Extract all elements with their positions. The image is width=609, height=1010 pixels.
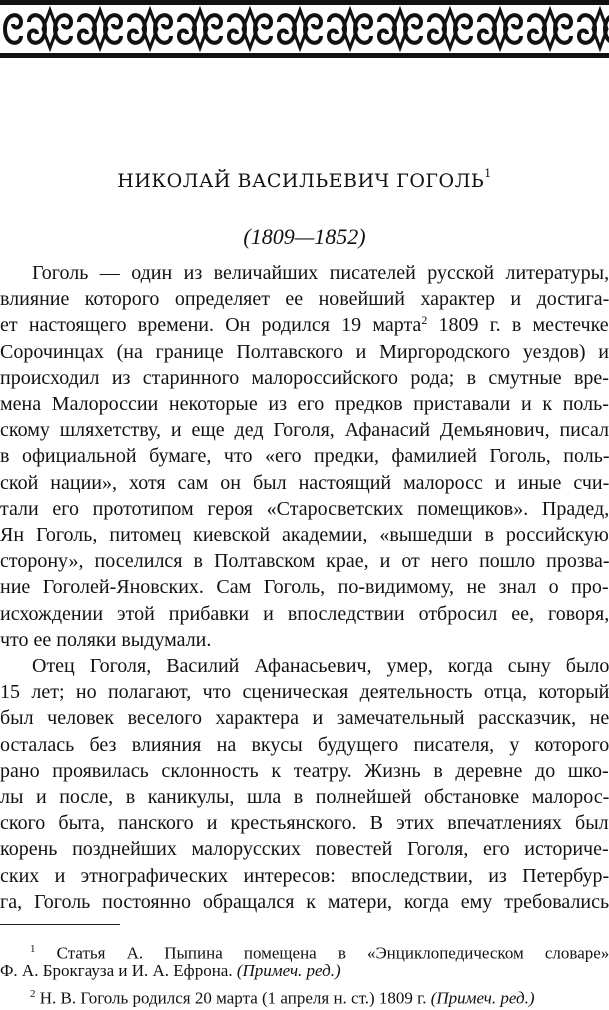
text-line-content: Отец Гоголя, Василий Афанасьевич, умер, когда сыну было [32, 655, 609, 677]
text-line-content: корень позднейших малорусских повестей Гоголя, его историче- [0, 838, 609, 860]
title-footnote-mark: 1 [484, 167, 492, 180]
text-line-content: ских и этнографических интересов: впоследствии, из Петербур- [0, 865, 609, 887]
text-line-content: скому шляхетству, и еще дед Гоголя, Афанасий Демьянович, писал [0, 419, 609, 441]
text-line [0, 863, 609, 889]
text-line [0, 836, 609, 862]
footnote-mark: 2 [30, 988, 36, 1000]
text-line [0, 391, 609, 417]
text-line-content: ской нации», хотя сам он был настоящий малоросс и иные счи- [0, 472, 609, 494]
text-line-content: исхождении этой прибавки и впоследствии отбросил ее, говоря, [0, 603, 609, 625]
text-line [32, 260, 609, 286]
page-title [0, 170, 609, 192]
text-line-content: лы и после, в каникулы, шла в полнейшей обстановке малорос- [0, 786, 609, 808]
text-line-content: происходил из старинного малороссийского рода; в смутные вре- [0, 367, 609, 389]
text-line-content: ет настоящего времени. Он родился 19 марта [0, 314, 421, 336]
text-line [0, 496, 609, 522]
text-line-content: рано проявилась склонность к театру. Жизнь в деревне до шко- [0, 760, 609, 782]
text-line [0, 286, 609, 312]
text-line [0, 784, 609, 810]
footnote-mark: 1 [30, 943, 36, 955]
footnote-line [30, 938, 609, 960]
text-line-content: мена Малороссии некоторые из его предков приставали и к поль- [0, 393, 609, 415]
title-text: НИКОЛАЙ ВАСИЛЬЕВИЧ ГОГОЛЬ [117, 170, 484, 192]
text-line [0, 365, 609, 391]
footnote-reference: 2 [421, 313, 427, 327]
footnote-line [30, 983, 535, 1005]
text-line-content: влияние которого определяет ее новейший характер и достига- [0, 288, 609, 310]
text-line-content: 15 лет; но полагают, что сценическая деятельность отца, который [0, 681, 609, 703]
text-line-content: что ее поляки выдумали. [0, 629, 211, 651]
text-line [0, 522, 609, 548]
text-line [0, 417, 609, 443]
editor-note: (Примеч. ред.) [431, 989, 535, 1008]
text-line [0, 339, 609, 365]
text-line [0, 679, 609, 705]
text-line-content: Ян Гоголь, питомец киевской академии, «вышедши в российскую [0, 524, 609, 546]
footnote-divider [0, 924, 120, 925]
footnote-text: Статья А. Пыпина помещена в «Энциклопедическом словаре» [36, 944, 609, 963]
text-line-content: осталась без влияния на вкусы будущего писателя, у которого [0, 734, 609, 756]
editor-note: (Примеч. ред.) [237, 961, 341, 980]
text-line [0, 889, 609, 915]
footnote-text: Ф. А. Брокгауза и И. А. Ефрона. [0, 961, 237, 980]
text-line-content: Сорочинцах (на границе Полтавского и Миргородского уездов) и [0, 341, 609, 363]
text-line-content: ние Гоголей-Яновских. Сам Гоголь, по-видимому, не знал о про- [0, 576, 609, 598]
text-line-content: Гоголь — один из величайших писателей русской литературы, [32, 262, 609, 284]
text-line-content: в официальной бумаге, что «его предки, фамилией Гоголь, поль- [0, 445, 609, 467]
text-line-content: ского быта, панского и крестьянского. В этих впечатлениях был [0, 812, 609, 834]
footnote-text: Н. В. Гоголь родился 20 марта (1 апреля н. ст.) 1809 г. [36, 989, 431, 1008]
text-line-content: 1809 г. в местечке [427, 314, 608, 336]
text-line [0, 627, 211, 653]
decorative-ornament-header [0, 0, 609, 58]
text-line [0, 758, 609, 784]
text-line [0, 810, 609, 836]
text-line [0, 705, 609, 731]
text-line [0, 548, 609, 574]
text-line-content: тали его прототипом героя «Старосветских помещиков». Прадед, [0, 498, 609, 520]
text-line [0, 574, 609, 600]
text-line [0, 732, 609, 758]
text-line-content: га, Гоголь постоянно обращался к матери, когда ему требовались [0, 891, 609, 913]
text-line [0, 601, 609, 627]
text-line [0, 470, 609, 496]
life-years: (1809—1852) [0, 224, 609, 250]
footnote-line [0, 960, 341, 982]
text-line [0, 312, 609, 338]
text-line-content: сторону», поселился в Полтавском крае, и от него пошло прозва- [0, 550, 609, 572]
text-line-content: был человек веселого характера и замечательный рассказчик, не [0, 707, 609, 729]
text-line [32, 653, 609, 679]
text-line [0, 443, 609, 469]
